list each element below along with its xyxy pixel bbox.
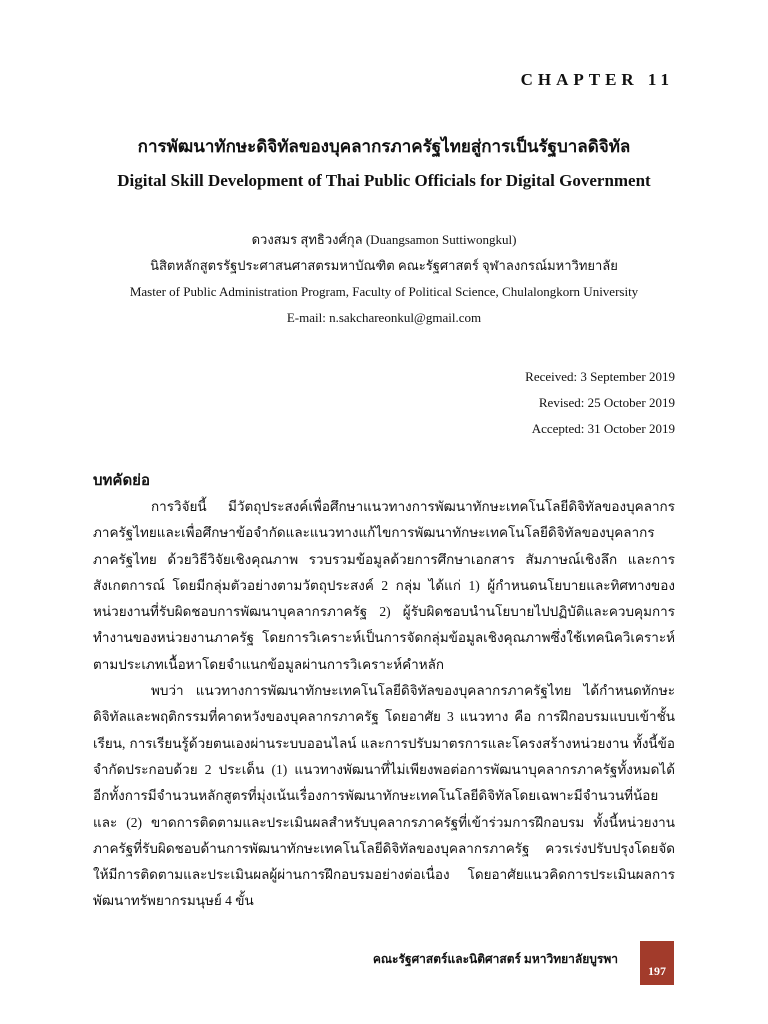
paper-title-english: Digital Skill Development of Thai Public Officials for Digital Government (117, 171, 651, 190)
author-affiliation-thai: นิสิตหลักสูตรรัฐประศาสนศาสตรมหาบัณฑิต คณะรัฐศาสตร์ จุฬาลงกรณ์มหาวิทยาลัย (150, 258, 618, 273)
submission-dates (525, 364, 675, 442)
abstract-paragraph: การวิจัยนี้ มีวัตถุประสงค์เพื่อศึกษาแนวทางการพัฒนาทักษะเทคโนโลยีดิจิทัลของบุคลากรภาครัฐไทยและเพื่อศึกษาข้อจำกัดและแนวทางแก้ไขการพัฒนาทักษะเทคโนโลยีดิจิทัลของบุคลากรภาครัฐไทย ด้วยวิธีวิจัยเชิงคุณภาพ รวบรวมข้อมูลด้วยการศึกษาเอกสาร สัมภาษณ์เชิงลึก และการสังเกตการณ์ โดยมีกลุ่มตัวอย่างตามวัตถุประสงค์ 2 กลุ่ม ได้แก่ 1) ผู้กำหนดนโยบายและทิศทางของหน่วยงานที่รับผิดชอบการพัฒนาบุคลากรภาครัฐ 2) ผู้รับผิดชอบนำนโยบายไปปฏิบัติและควบคุมการทำงานของหน่วยงานภาครัฐ โดยการวิเคราะห์เป็นการจัดกลุ่มข้อมูลเชิงคุณภาพซึ่งใช้เทคนิควิเคราะห์ตามประเภทเนื้อหาโดยจำแนกข้อมูลผ่านการวิเคราะห์คำหลัก (93, 499, 675, 672)
page-number (640, 941, 674, 985)
paper-title-thai: การพัฒนาทักษะดิจิทัลของบุคลากรภาครัฐไทยสู่การเป็นรัฐบาลดิจิทัล (137, 137, 631, 156)
footer-institution: คณะรัฐศาสตร์และนิติศาสตร์ มหาวิทยาลัยบูรพา (372, 952, 618, 966)
abstract-heading: บทคัดย่อ (93, 473, 150, 489)
author-email: E-mail: n.sakchareonkul@gmail.com (286, 310, 482, 325)
revised-date: Revised: 25 October 2019 (538, 395, 675, 410)
abstract-body (93, 494, 675, 915)
author-name: ดวงสมร สุทธิวงศ์กุล (Duangsamon Suttiwongkul) (251, 232, 517, 247)
author-affiliation-english: Master of Public Administration Program, Faculty of Political Science, Chulalongkorn University (129, 284, 639, 299)
author-block (0, 227, 768, 331)
chapter-label: CHAPTER 11 (520, 70, 674, 89)
received-date: Received: 3 September 2019 (525, 369, 675, 384)
page-number-label: 197 (648, 964, 666, 978)
accepted-date: Accepted: 31 October 2019 (531, 421, 675, 436)
abstract-paragraph: พบว่า แนวทางการพัฒนาทักษะเทคโนโลยีดิจิทัลของบุคลากรภาครัฐไทย ได้กำหนดทักษะดิจิทัลและพฤติกรรมที่คาดหวังของบุคลากรภาครัฐ โดยอาศัย 3 แนวทาง คือ การฝึกอบรมแบบเข้าชั้นเรียน, การเรียนรู้ด้วยตนเองผ่านระบบออนไลน์ และการปรับมาตรการและโครงสร้างหน่วยงาน ทั้งนี้ข้อจำกัดประกอบด้วย 2 ประเด็น (1) แนวทางพัฒนาที่ไม่เพียงพอต่อการพัฒนาบุคลากรภาครัฐทั้งหมดได้ อีกทั้งการมีจำนวนหลักสูตรที่มุ่งเน้นเรื่องการพัฒนาทักษะเทคโนโลยีดิจิทัลโดยเฉพาะมีจำนวนที่น้อย และ (2) ขาดการติดตามและประเมินผลสำหรับบุคลากรภาครัฐที่เข้าร่วมการฝึกอบรม ทั้งนี้หน่วยงานภาครัฐที่รับผิดชอบด้านการพัฒนาทักษะเทคโนโลยีดิจิทัลของบุคลากรภาครัฐ ควรเร่งปรับปรุงโดยจัดให้มีการติดตามและประเมินผลผู้ผ่านการฝึกอบรมอย่างต่อเนื่อง โดยอาศัยแนวคิดการประเมินผลการพัฒนาทรัพยากรมนุษย์ 4 ขั้น (93, 683, 675, 909)
